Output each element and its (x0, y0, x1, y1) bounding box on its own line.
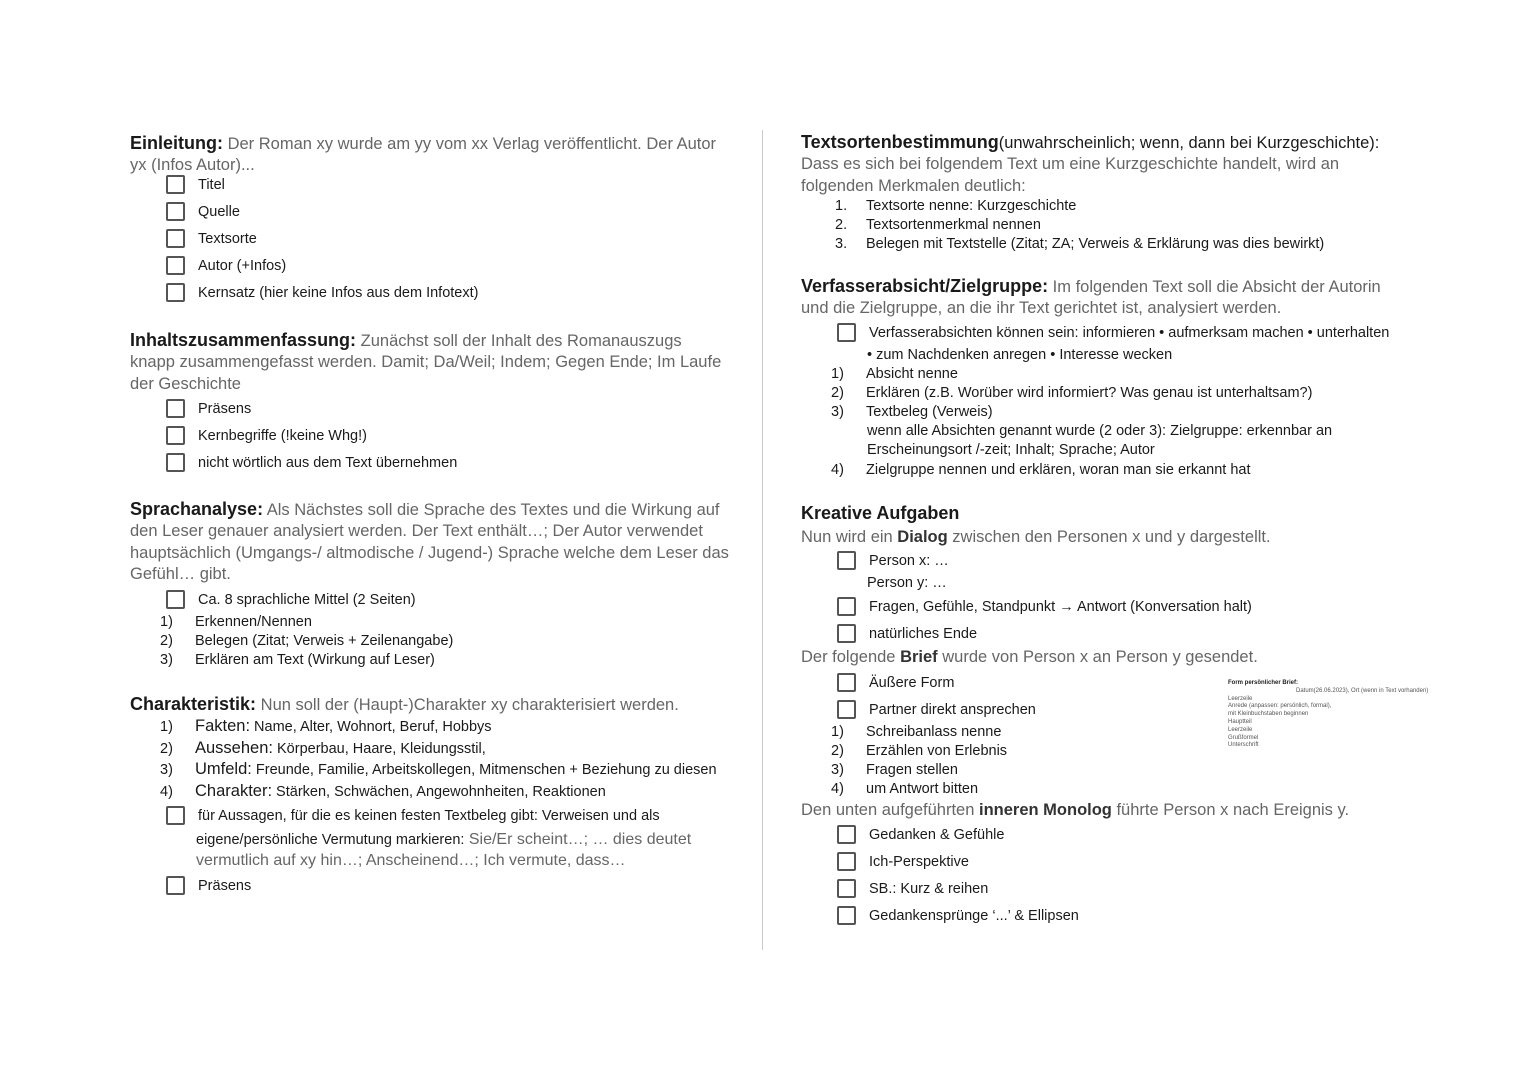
checkbox[interactable] (166, 453, 185, 472)
list-item: 3) Fragen stellen (831, 762, 958, 778)
checklist-item[interactable]: für Aussagen, für die es keinen festen Textbeleg gibt: Verweisen und als (166, 806, 660, 826)
einleitung-title: Einleitung: (130, 133, 223, 153)
checklist-item[interactable]: Gedankensprünge ‘...’ & Ellipsen (837, 906, 1079, 926)
section-sprachanalyse: Sprachanalyse: Als Nächstes soll die Sprache des Textes und die Wirkung auf den Leser genauer analysiert werden. Der Text enthält…; Der Autor verwendet hauptsächlich (Umgangs-/ altmodische / Jugend-) Sprache welche dem Leser das Gefühl… gibt. (130, 499, 729, 583)
checklist-item-continuation: • zum Nachdenken anregen • Interesse wecken (867, 347, 1173, 363)
textsorte-title: Textsortenbestimmung (801, 132, 999, 152)
einleitung-text: Der Roman xy wurde am yy vom xx Verlag veröffentlicht. Der Autor (223, 135, 717, 153)
checklist-item[interactable]: Kernsatz (hier keine Infos aus dem Infotext) (166, 283, 478, 303)
checkbox[interactable] (837, 673, 856, 692)
checklist-item[interactable]: Autor (+Infos) (166, 256, 286, 276)
list-item: 1. Textsorte nenne: Kurzgeschichte (835, 198, 1077, 214)
absicht-title: Verfasserabsicht/Zielgruppe: (801, 276, 1049, 296)
list-item: 2) Erklären (z.B. Worüber wird informiert? Was genau ist unterhaltsam?) (831, 385, 1313, 401)
sprache-title: Sprachanalyse: (130, 499, 264, 519)
checkbox[interactable] (166, 426, 185, 445)
checklist-item-continuation: eigene/persönliche Vermutung markieren: Sie/Er scheint…; … dies deutet (196, 831, 692, 848)
checkbox[interactable] (166, 876, 185, 895)
checkbox[interactable] (837, 323, 856, 342)
checkbox[interactable] (166, 229, 185, 248)
brief-form-reference: Form persönlicher Brief: Datum(26.06.2023), Ort (wenn in Text vorhanden) Leerzeile Anrede (anpassen: persönlich, formal), mit Kleinbuchstaben beginnen Hauptteil Leerzeile Grußformel Unterschrift (1228, 680, 1429, 749)
list-item: 3) Erklären am Text (Wirkung auf Leser) (160, 652, 435, 668)
checklist-item-continuation: vermutlich auf xy hin…; Anscheinend…; Ich vermute, dass… (196, 852, 626, 869)
list-item-continuation: wenn alle Absichten genannt wurde (2 oder 3): Zielgruppe: erkennbar an (867, 423, 1333, 439)
checkbox[interactable] (166, 806, 185, 825)
checkbox[interactable] (837, 624, 856, 643)
checkbox[interactable] (166, 590, 185, 609)
list-item: 2. Textsortenmerkmal nennen (835, 217, 1041, 233)
checklist-item[interactable]: Präsens (166, 876, 251, 896)
checklist-item[interactable]: Gedanken & Gefühle (837, 825, 1004, 845)
section-charakteristik: Charakteristik: Nun soll der (Haupt-)Charakter xy charakterisiert werden. (130, 694, 679, 714)
list-item: 4) um Antwort bitten (831, 781, 979, 797)
checkbox[interactable] (166, 202, 185, 221)
checklist-item[interactable]: Ich-Perspektive (837, 852, 969, 872)
list-item: 1) Erkennen/Nennen (160, 614, 312, 630)
section-einleitung (130, 133, 740, 177)
list-item: 2) Belegen (Zitat; Verweis + Zeilenangabe) (160, 633, 454, 649)
section-textsorte: Textsortenbestimmung(unwahrscheinlich; wenn, dann bei Kurzgeschichte): Dass es sich bei folgendem Text um eine Kurzgeschichte handelt, wird an folgenden Merkmalen deutlich: (801, 132, 1380, 195)
checkbox[interactable] (837, 700, 856, 719)
inhalt-title: Inhaltszusammenfassung: (130, 330, 357, 350)
checklist-item[interactable]: Ca. 8 sprachliche Mittel (2 Seiten) (166, 590, 416, 610)
checkbox[interactable] (837, 906, 856, 925)
checkbox[interactable] (166, 256, 185, 275)
list-item: 4) Charakter: Stärken, Schwächen, Angewohnheiten, Reaktionen (160, 782, 606, 800)
list-item: 4) Zielgruppe nennen und erklären, woran man sie erkannt hat (831, 462, 1251, 478)
checkbox[interactable] (837, 825, 856, 844)
checklist-item[interactable]: Titel (166, 175, 225, 195)
checkbox[interactable] (837, 852, 856, 871)
column-divider (762, 130, 763, 950)
checklist-item[interactable]: SB.: Kurz & reihen (837, 879, 988, 899)
list-item: 2) Aussehen: Körperbau, Haare, Kleidungsstil, (160, 739, 486, 757)
checklist-item[interactable]: Textsorte (166, 229, 257, 249)
list-item: 3) Umfeld: Freunde, Familie, Arbeitskollegen, Mitmenschen + Beziehung zu diesen (160, 760, 717, 778)
brief-intro: Der folgende Brief wurde von Person x an Person y gesendet. (801, 648, 1258, 666)
checkbox[interactable] (837, 551, 856, 570)
checklist-item[interactable]: Kernbegriffe (!keine Whg!) (166, 426, 367, 446)
charakter-title: Charakteristik: (130, 694, 257, 714)
checklist-item[interactable]: Quelle (166, 202, 240, 222)
checkbox[interactable] (166, 399, 185, 418)
kreativ-title: Kreative Aufgaben (801, 503, 960, 523)
checklist-item-continuation: Person y: … (867, 575, 947, 591)
section-inhalt: Inhaltszusammenfassung: Zunächst soll der Inhalt des Romanauszugs knapp zusammengefasst werden. Damit; Da/Weil; Indem; Gegen Ende; Im Laufe der Geschichte (130, 330, 722, 393)
list-item: 2) Erzählen von Erlebnis (831, 743, 1008, 759)
list-item: 1) Absicht nenne (831, 366, 958, 382)
section-verfasserabsicht: Verfasserabsicht/Zielgruppe: Im folgenden Text soll die Absicht der Autorin und die Zielgruppe, an die ihr Text gerichtet ist, analysiert werden. (801, 276, 1381, 317)
checklist-item[interactable]: Partner direkt ansprechen (837, 700, 1036, 720)
checklist-item[interactable]: Fragen, Gefühle, Standpunkt → Antwort (Konversation halt) (837, 597, 1252, 617)
list-item: 3) Textbeleg (Verweis) (831, 404, 993, 420)
checkbox[interactable] (837, 879, 856, 898)
checklist-item[interactable]: Verfasserabsichten können sein: informieren • aufmerksam machen • unterhalten (837, 323, 1389, 343)
checklist-item[interactable]: Präsens (166, 399, 251, 419)
checklist-item[interactable]: Äußere Form (837, 673, 954, 693)
checkbox[interactable] (837, 597, 856, 616)
checklist-item[interactable]: natürliches Ende (837, 624, 977, 644)
monolog-intro: Den unten aufgeführten inneren Monolog führte Person x nach Ereignis y. (801, 801, 1350, 819)
list-item: 3. Belegen mit Textstelle (Zitat; ZA; Verweis & Erklärung was dies bewirkt) (835, 236, 1325, 252)
checkbox[interactable] (166, 175, 185, 194)
checklist-item[interactable]: nicht wörtlich aus dem Text übernehmen (166, 453, 457, 473)
list-item-continuation: Erscheinungsort /-zeit; Inhalt; Sprache; Autor (867, 442, 1155, 458)
einleitung-text-2: yx (Infos Autor)... (130, 156, 255, 174)
section-kreativ: Kreative Aufgaben Nun wird ein Dialog zwischen den Personen x und y dargestellt. (801, 503, 1271, 546)
list-item: 1) Fakten: Name, Alter, Wohnort, Beruf, Hobbys (160, 717, 492, 735)
checklist-item[interactable]: Person x: … (837, 551, 949, 571)
list-item: 1) Schreibanlass nenne (831, 724, 1002, 740)
checkbox[interactable] (166, 283, 185, 302)
